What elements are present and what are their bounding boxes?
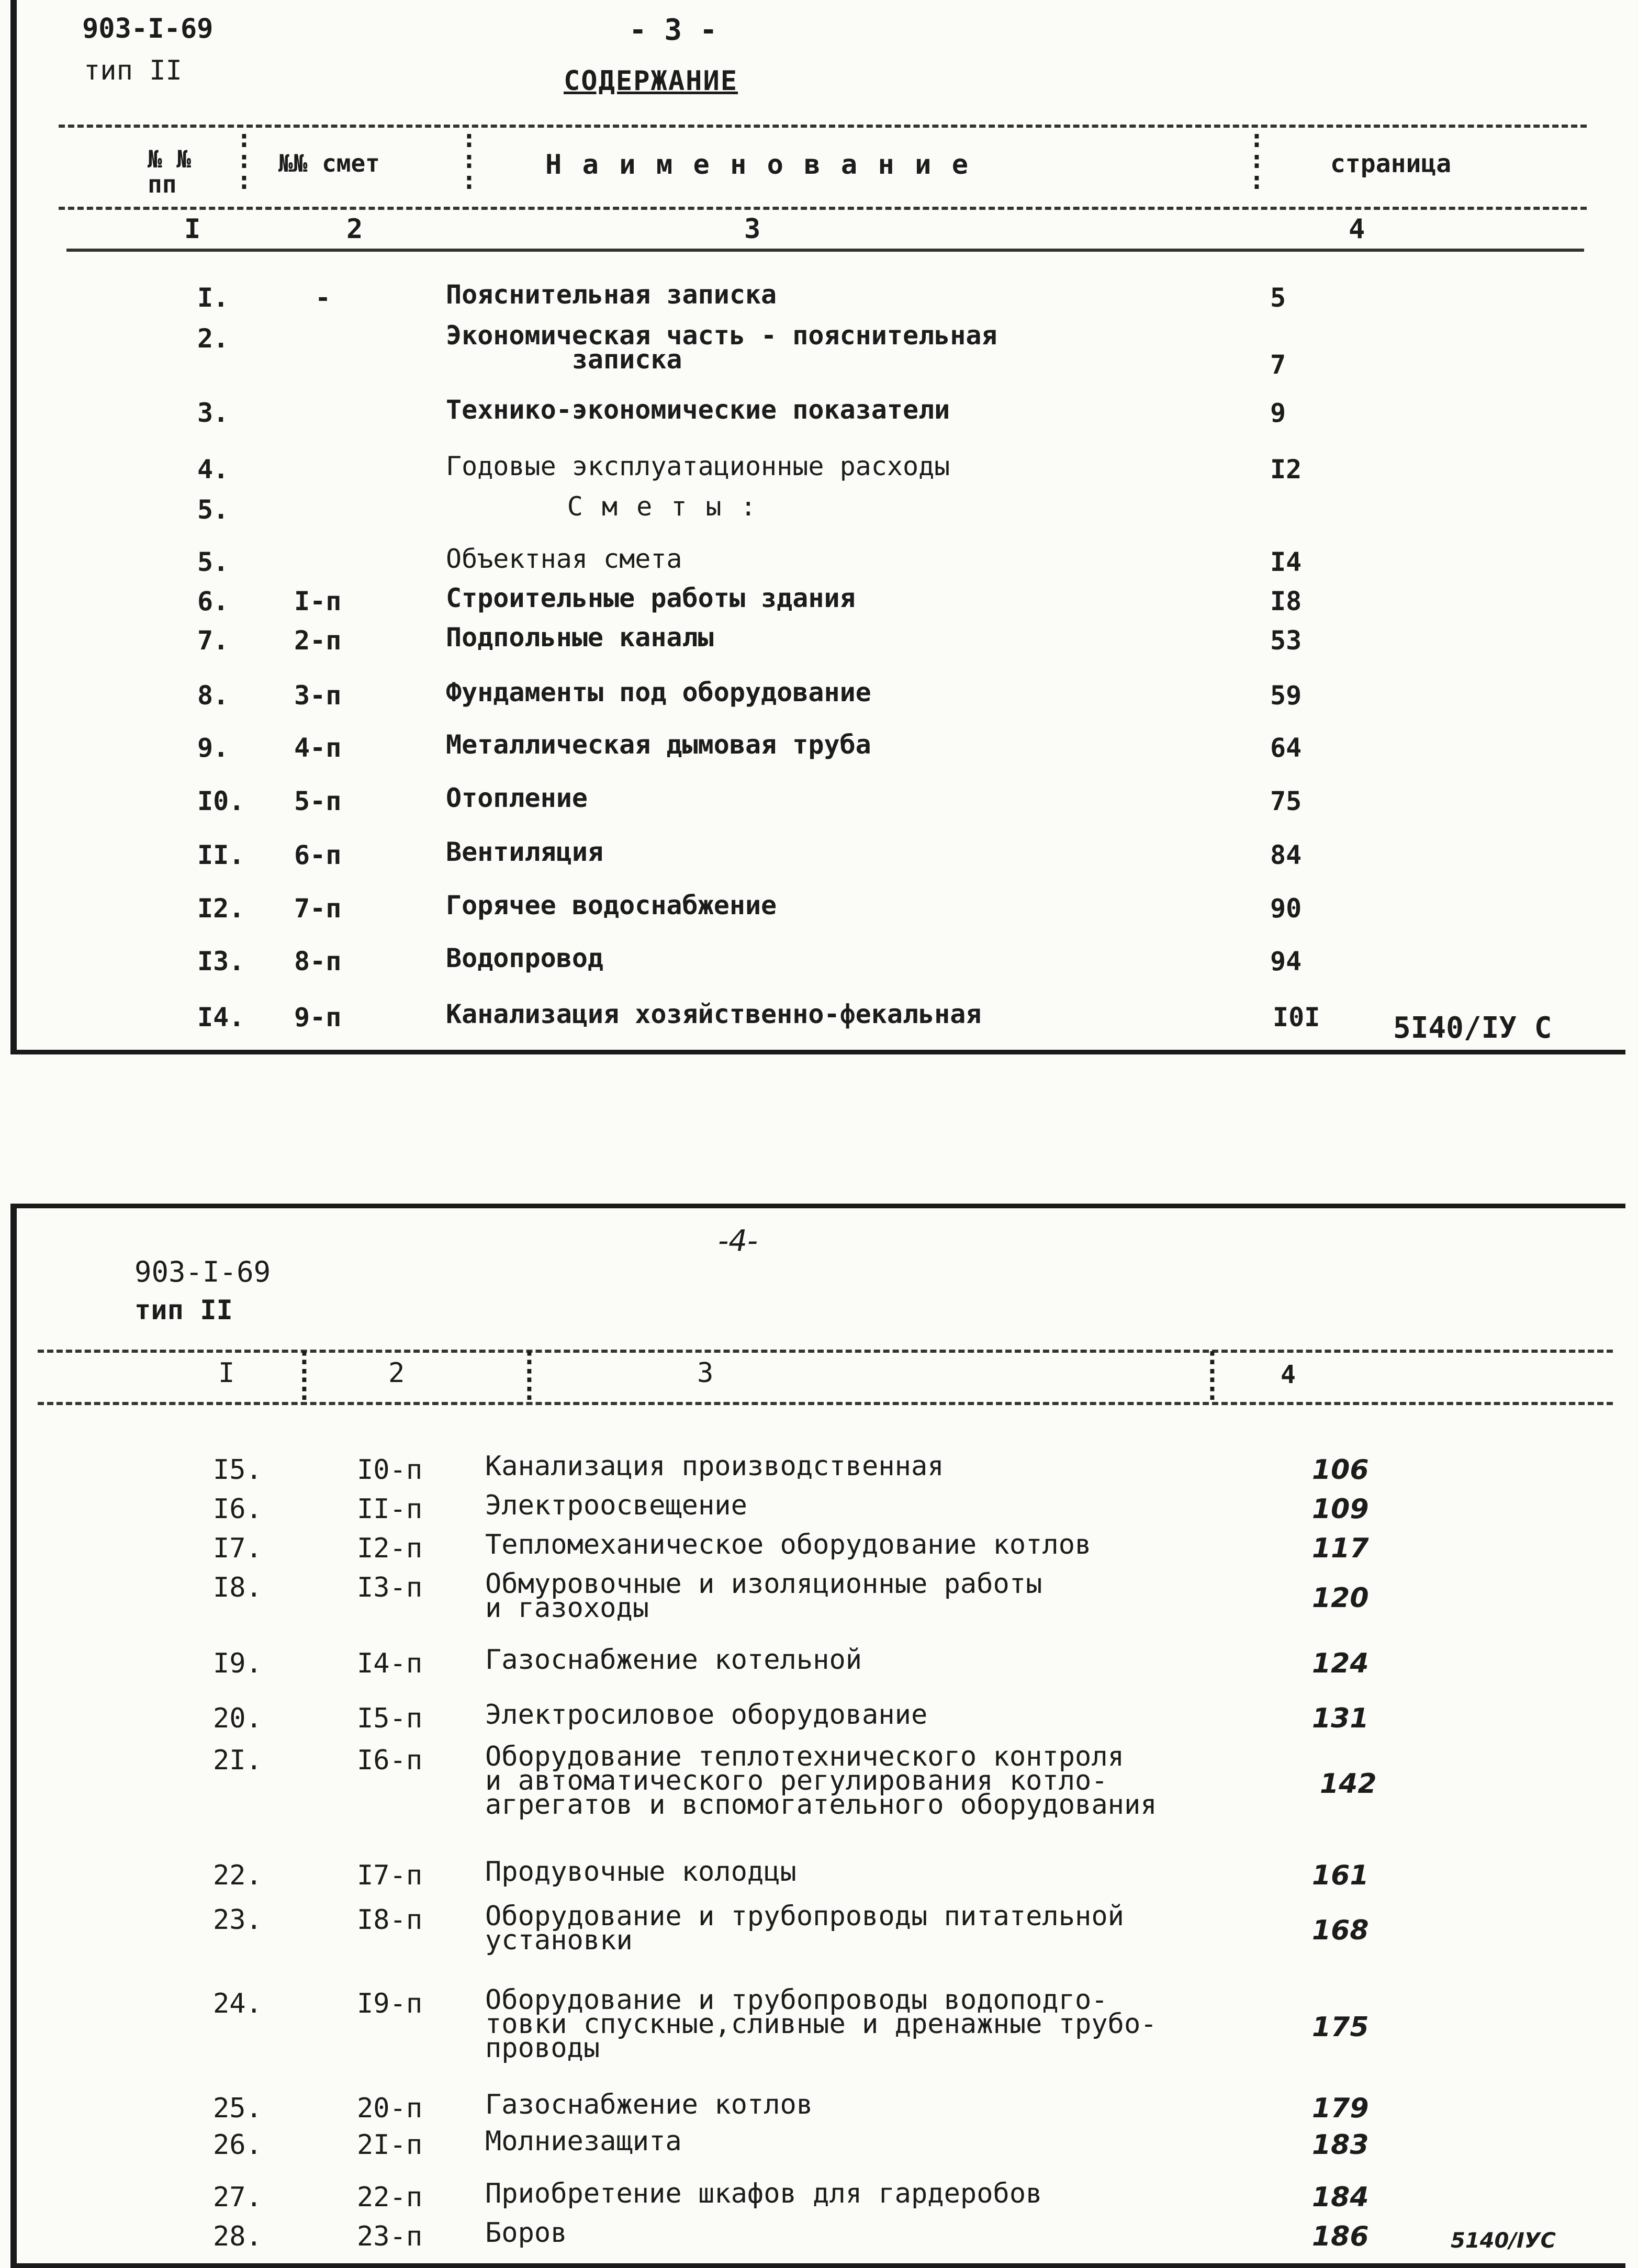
numbering-rule — [66, 249, 1584, 252]
contents-sheet-page-3: 903-I-69 тип II - 3 - СОДЕРЖАНИЕ № № пп : : : №№ смет : : : Н а и м е н о в а н и е : : : страница I 2 3 4 I. - Пояснительная записка 5 2. Экономическая часть - пояснительная записка 7 3. Технико-экономические показатели 9 4. Годовые эксплуатационные расходы I2 5. С м е т ы : 5. Объектная смета I4 6. I-п Строительные работы здания I8 7. 2-п Подпольные каналы 53 8. 3-п Фундаменты под оборудование 59 9. 4-п Металлическая дымовая труба 64 I0. 5-п Отопление 75 II. 6-п Вентиляция 84 I2. 7-п Горячее водоснабжение 90 I3. 8-п Водопровод 94 I4. 9-п Канализация хозяйственно-фекальная I0I 5I40/IУ С — [10, 0, 1625, 1054]
header-no: № № пп — [148, 145, 192, 198]
column-separator: : : : — [237, 124, 252, 195]
page-title: СОДЕРЖАНИЕ — [564, 65, 738, 97]
document-code: 903-I-69 — [134, 1255, 271, 1288]
column-separator: : : : — [522, 1341, 537, 1406]
column-number-2: 2 — [388, 1357, 405, 1389]
column-number-4: 4 — [1349, 214, 1365, 245]
header-estimate: №№ смет — [278, 149, 380, 177]
header-rule — [59, 207, 1587, 210]
page-number: - 3 - — [629, 13, 717, 47]
column-separator: : : : — [1205, 1341, 1220, 1406]
column-number-1: I — [218, 1357, 235, 1389]
document-type: тип II — [84, 55, 182, 86]
table-top-rule — [59, 125, 1587, 128]
column-separator: : : : — [297, 1341, 312, 1406]
archive-stamp: 5140/IУС — [1451, 2229, 1556, 2253]
column-number-1: I — [184, 214, 201, 245]
document-code: 903-I-69 — [82, 13, 214, 44]
column-number-4: 4 — [1281, 1360, 1296, 1389]
header-name: Н а и м е н о в а н и е — [545, 149, 971, 181]
header-page: страница — [1330, 149, 1452, 178]
header-rule — [38, 1402, 1613, 1405]
archive-stamp: 5I40/IУ С — [1393, 1011, 1552, 1045]
document-type: тип II — [134, 1295, 233, 1326]
table-top-rule — [38, 1350, 1613, 1353]
column-separator: : : : — [462, 124, 477, 195]
column-number-2: 2 — [346, 214, 363, 245]
column-number-3: 3 — [744, 214, 761, 245]
column-separator: : : : — [1249, 124, 1264, 195]
page-number: -4- — [718, 1224, 758, 1258]
contents-sheet-page-4: -4- 903-I-69 тип II I : : : 2 : : : 3 : : : 4 I5. I0-п Канализация производственная 106 I6. II-п Электроосвещение 109 I7. I2-п Тепломеханическое оборудование котлов 117 I8. I3-п Обмуровочные и изоляционные работы и газоходы 120 I9. I4-п Газоснабжение котельной 124 20. I5-п Электросиловое оборудование 131 2I. I6-п Оборудование теплотехнического контроля и автоматического регулирования котло- агрегатов и вспомогательного оборудования 142 22. I7-п Продувочные колодцы 161 23. I8-п Оборудование и трубопроводы питательной установки 168 24. I9-п Оборудование и трубопроводы водоподго- товки спускные,сливные и дренажные трубо- проводы 175 25. 20-п Газоснабжение котлов 179 26. 2I-п Молниезащита 183 27. 22-п Приобретение шкафов для гардеробов 184 28. 23-п Боров 186 5140/IУС — [10, 1204, 1625, 2268]
column-number-3: 3 — [697, 1357, 714, 1389]
